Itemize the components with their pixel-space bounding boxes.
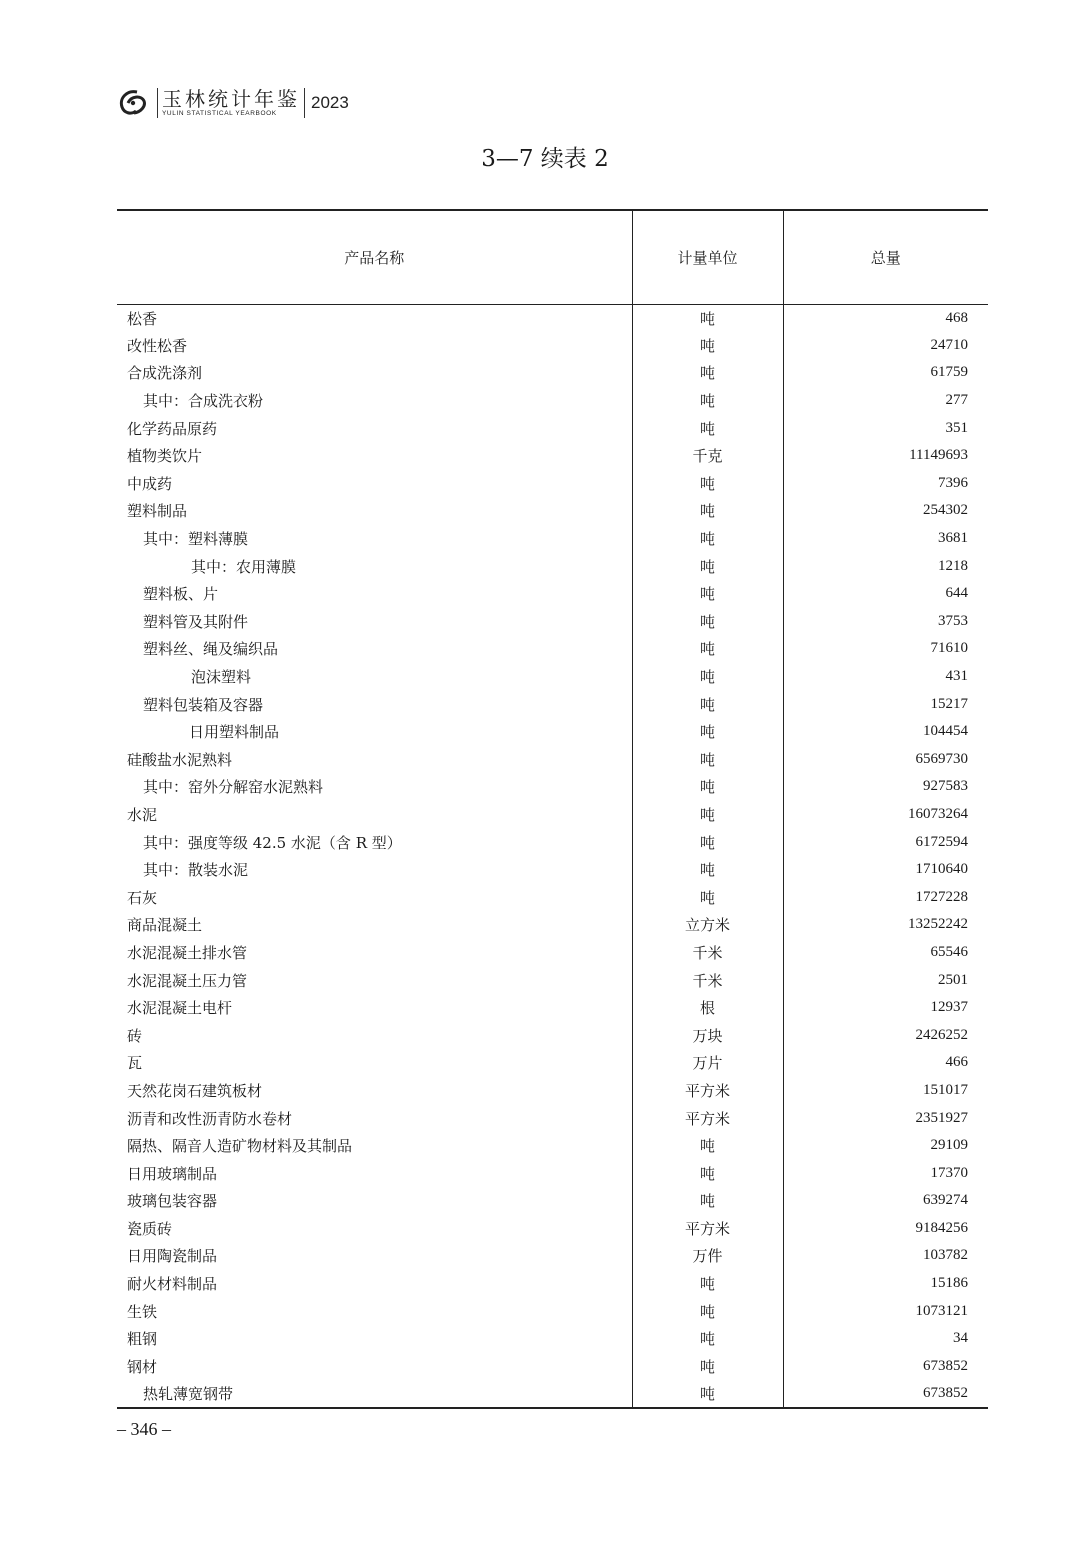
table-row bbox=[117, 1021, 988, 1049]
total-cell: 673852 bbox=[783, 1380, 988, 1408]
total-cell: 9184256 bbox=[783, 1215, 988, 1243]
table-row bbox=[117, 966, 988, 994]
table-row bbox=[117, 387, 988, 415]
product-name-cell: 商品混凝土 bbox=[127, 916, 203, 935]
unit-cell: 吨 bbox=[632, 1159, 783, 1187]
unit-cell: 吨 bbox=[632, 746, 783, 774]
table-row bbox=[117, 1159, 988, 1187]
unit-cell: 平方米 bbox=[632, 1104, 783, 1132]
table-row bbox=[117, 525, 988, 553]
unit-cell: 万块 bbox=[632, 1021, 783, 1049]
table-row bbox=[117, 497, 988, 525]
header-product-name: 产品名称 bbox=[117, 210, 632, 304]
total-cell: 7396 bbox=[783, 470, 988, 498]
total-cell: 71610 bbox=[783, 635, 988, 663]
total-cell: 3753 bbox=[783, 608, 988, 636]
total-cell: 24710 bbox=[783, 332, 988, 360]
table-row bbox=[117, 1242, 988, 1270]
total-cell: 254302 bbox=[783, 497, 988, 525]
total-cell: 466 bbox=[783, 1049, 988, 1077]
unit-cell: 吨 bbox=[632, 856, 783, 884]
table-row bbox=[117, 911, 988, 939]
total-cell: 927583 bbox=[783, 773, 988, 801]
table-row bbox=[117, 1077, 988, 1105]
unit-cell: 吨 bbox=[632, 828, 783, 856]
unit-cell: 吨 bbox=[632, 1297, 783, 1325]
total-cell: 29109 bbox=[783, 1132, 988, 1160]
header-divider-2 bbox=[304, 88, 305, 118]
total-cell: 61759 bbox=[783, 359, 988, 387]
table-row bbox=[117, 663, 988, 691]
unit-cell: 吨 bbox=[632, 332, 783, 360]
table-row bbox=[117, 1325, 988, 1353]
unit-cell: 吨 bbox=[632, 414, 783, 442]
unit-cell: 平方米 bbox=[632, 1077, 783, 1105]
product-name-cell: 瓦 bbox=[127, 1054, 143, 1073]
total-cell: 6172594 bbox=[783, 828, 988, 856]
product-name-cell: 塑料制品 bbox=[127, 502, 188, 521]
product-name-cell: 其中：散装水泥 bbox=[143, 861, 249, 880]
table-row bbox=[117, 1353, 988, 1381]
product-name-cell: 硅酸盐水泥熟料 bbox=[127, 750, 233, 769]
book-year: 2023 bbox=[311, 93, 349, 112]
product-name-cell: 塑料包装箱及容器 bbox=[143, 695, 264, 714]
total-cell: 1727228 bbox=[783, 883, 988, 911]
unit-cell: 千米 bbox=[632, 966, 783, 994]
product-name-cell: 日用陶瓷制品 bbox=[127, 1247, 218, 1266]
table-row bbox=[117, 1297, 988, 1325]
yearbook-header bbox=[117, 86, 349, 120]
product-name-cell: 水泥 bbox=[127, 805, 158, 824]
table-row bbox=[117, 359, 988, 387]
product-name-cell: 塑料管及其附件 bbox=[143, 612, 249, 631]
total-cell: 2426252 bbox=[783, 1021, 988, 1049]
table-row bbox=[117, 552, 988, 580]
product-name-cell: 植物类饮片 bbox=[127, 447, 203, 466]
product-name-cell: 水泥混凝土排水管 bbox=[127, 943, 248, 962]
table-row bbox=[117, 828, 988, 856]
unit-cell: 吨 bbox=[632, 635, 783, 663]
unit-cell: 吨 bbox=[632, 304, 783, 332]
unit-cell: 吨 bbox=[632, 801, 783, 829]
unit-cell: 万片 bbox=[632, 1049, 783, 1077]
total-cell: 431 bbox=[783, 663, 988, 691]
total-cell: 644 bbox=[783, 580, 988, 608]
table-row bbox=[117, 1132, 988, 1160]
product-name-cell: 松香 bbox=[127, 309, 158, 328]
product-name-cell: 日用塑料制品 bbox=[189, 723, 280, 742]
product-name-cell: 合成洗涤剂 bbox=[127, 364, 203, 383]
product-name-cell: 热轧薄宽钢带 bbox=[117, 1380, 632, 1408]
total-cell: 151017 bbox=[783, 1077, 988, 1105]
product-name-cell: 砖 bbox=[127, 1026, 143, 1045]
unit-cell: 千克 bbox=[632, 442, 783, 470]
product-name-cell: 其中：农用薄膜 bbox=[191, 557, 297, 576]
unit-cell: 吨 bbox=[632, 690, 783, 718]
unit-cell: 吨 bbox=[632, 1270, 783, 1298]
table-row bbox=[117, 690, 988, 718]
unit-cell: 吨 bbox=[632, 1353, 783, 1381]
total-cell: 277 bbox=[783, 387, 988, 415]
product-name-cell: 塑料丝、绳及编织品 bbox=[143, 640, 279, 659]
table-row bbox=[117, 1380, 988, 1408]
table-row bbox=[117, 883, 988, 911]
unit-cell: 吨 bbox=[632, 497, 783, 525]
product-name-cell: 隔热、隔音人造矿物材料及其制品 bbox=[127, 1137, 353, 1156]
product-name-cell: 沥青和改性沥青防水卷材 bbox=[127, 1109, 293, 1128]
total-cell: 103782 bbox=[783, 1242, 988, 1270]
table-row bbox=[117, 801, 988, 829]
total-cell: 34 bbox=[783, 1325, 988, 1353]
table-row bbox=[117, 1104, 988, 1132]
table-row bbox=[117, 746, 988, 774]
product-name-cell: 水泥混凝土电杆 bbox=[127, 999, 233, 1018]
product-name-cell: 其中：窑外分解窑水泥熟料 bbox=[143, 778, 324, 797]
product-name-cell: 其中：强度等级 42.5 水泥（含 R 型） bbox=[143, 833, 402, 852]
total-cell: 1218 bbox=[783, 552, 988, 580]
page-number: – 346 – bbox=[117, 1419, 171, 1439]
product-name-cell: 化学药品原药 bbox=[127, 419, 218, 438]
unit-cell: 千米 bbox=[632, 939, 783, 967]
unit-cell: 吨 bbox=[632, 773, 783, 801]
unit-cell: 吨 bbox=[632, 1380, 783, 1408]
unit-cell: 万件 bbox=[632, 1242, 783, 1270]
table-row bbox=[117, 414, 988, 442]
product-name-cell: 日用玻璃制品 bbox=[127, 1164, 218, 1183]
total-cell: 15186 bbox=[783, 1270, 988, 1298]
table-row bbox=[117, 856, 988, 884]
header-total: 总量 bbox=[783, 210, 988, 304]
table-row bbox=[117, 470, 988, 498]
table-header-row bbox=[117, 210, 988, 304]
total-cell: 104454 bbox=[783, 718, 988, 746]
unit-cell: 吨 bbox=[632, 1325, 783, 1353]
table-row bbox=[117, 608, 988, 636]
product-name-cell: 其中：合成洗衣粉 bbox=[143, 392, 264, 411]
table-row bbox=[117, 994, 988, 1022]
unit-cell: 吨 bbox=[632, 1132, 783, 1160]
unit-cell: 吨 bbox=[632, 718, 783, 746]
product-name-cell: 泡沫塑料 bbox=[191, 668, 252, 687]
table-row bbox=[117, 580, 988, 608]
header-divider bbox=[157, 88, 158, 118]
table-row bbox=[117, 1215, 988, 1243]
product-name-cell: 塑料板、片 bbox=[143, 585, 219, 604]
product-name-cell: 粗钢 bbox=[127, 1330, 158, 1349]
product-name-cell: 耐火材料制品 bbox=[127, 1275, 218, 1294]
unit-cell: 吨 bbox=[632, 552, 783, 580]
product-name-cell: 石灰 bbox=[127, 888, 158, 907]
table-row bbox=[117, 304, 988, 332]
total-cell: 6569730 bbox=[783, 746, 988, 774]
table-title: 3—7 续表 2 bbox=[481, 146, 609, 172]
product-table-container bbox=[117, 209, 988, 1409]
table-body bbox=[117, 304, 988, 1408]
unit-cell: 吨 bbox=[632, 359, 783, 387]
total-cell: 16073264 bbox=[783, 801, 988, 829]
product-name-cell: 生铁 bbox=[127, 1302, 158, 1321]
unit-cell: 吨 bbox=[632, 663, 783, 691]
total-cell: 673852 bbox=[783, 1353, 988, 1381]
total-cell: 17370 bbox=[783, 1159, 988, 1187]
total-cell: 12937 bbox=[783, 994, 988, 1022]
unit-cell: 平方米 bbox=[632, 1215, 783, 1243]
unit-cell: 吨 bbox=[632, 580, 783, 608]
product-name-cell: 水泥混凝土压力管 bbox=[127, 971, 248, 990]
table-row bbox=[117, 939, 988, 967]
total-cell: 1073121 bbox=[783, 1297, 988, 1325]
total-cell: 13252242 bbox=[783, 911, 988, 939]
table-row bbox=[117, 442, 988, 470]
total-cell: 1710640 bbox=[783, 856, 988, 884]
product-output-table bbox=[117, 209, 988, 1409]
product-name-cell: 玻璃包装容器 bbox=[127, 1192, 218, 1211]
brand-text bbox=[162, 88, 300, 118]
unit-cell: 根 bbox=[632, 994, 783, 1022]
total-cell: 15217 bbox=[783, 690, 988, 718]
total-cell: 351 bbox=[783, 414, 988, 442]
unit-cell: 立方米 bbox=[632, 911, 783, 939]
total-cell: 11149693 bbox=[783, 442, 988, 470]
unit-cell: 吨 bbox=[632, 387, 783, 415]
table-row bbox=[117, 718, 988, 746]
table-row bbox=[117, 773, 988, 801]
product-name-cell: 瓷质砖 bbox=[127, 1219, 173, 1238]
table-row bbox=[117, 332, 988, 360]
total-cell: 65546 bbox=[783, 939, 988, 967]
unit-cell: 吨 bbox=[632, 525, 783, 553]
product-name-cell: 改性松香 bbox=[127, 336, 188, 355]
table-row bbox=[117, 1270, 988, 1298]
unit-cell: 吨 bbox=[632, 1187, 783, 1215]
total-cell: 2501 bbox=[783, 966, 988, 994]
product-name-cell: 其中：塑料薄膜 bbox=[143, 530, 249, 549]
unit-cell: 吨 bbox=[632, 470, 783, 498]
header-unit: 计量单位 bbox=[632, 210, 783, 304]
table-row bbox=[117, 635, 988, 663]
book-title-en: YULIN STATISTICAL YEARBOOK bbox=[162, 110, 277, 117]
unit-cell: 吨 bbox=[632, 883, 783, 911]
unit-cell: 吨 bbox=[632, 608, 783, 636]
yearbook-logo-icon bbox=[117, 88, 149, 118]
total-cell: 639274 bbox=[783, 1187, 988, 1215]
product-name-cell: 中成药 bbox=[127, 474, 173, 493]
table-row bbox=[117, 1187, 988, 1215]
book-title-cn: 玉林统计年鉴 bbox=[162, 87, 300, 111]
table-row bbox=[117, 1049, 988, 1077]
total-cell: 468 bbox=[783, 304, 988, 332]
product-name-cell: 钢材 bbox=[127, 1357, 158, 1376]
total-cell: 3681 bbox=[783, 525, 988, 553]
product-name-cell: 天然花岗石建筑板材 bbox=[127, 1081, 263, 1100]
total-cell: 2351927 bbox=[783, 1104, 988, 1132]
